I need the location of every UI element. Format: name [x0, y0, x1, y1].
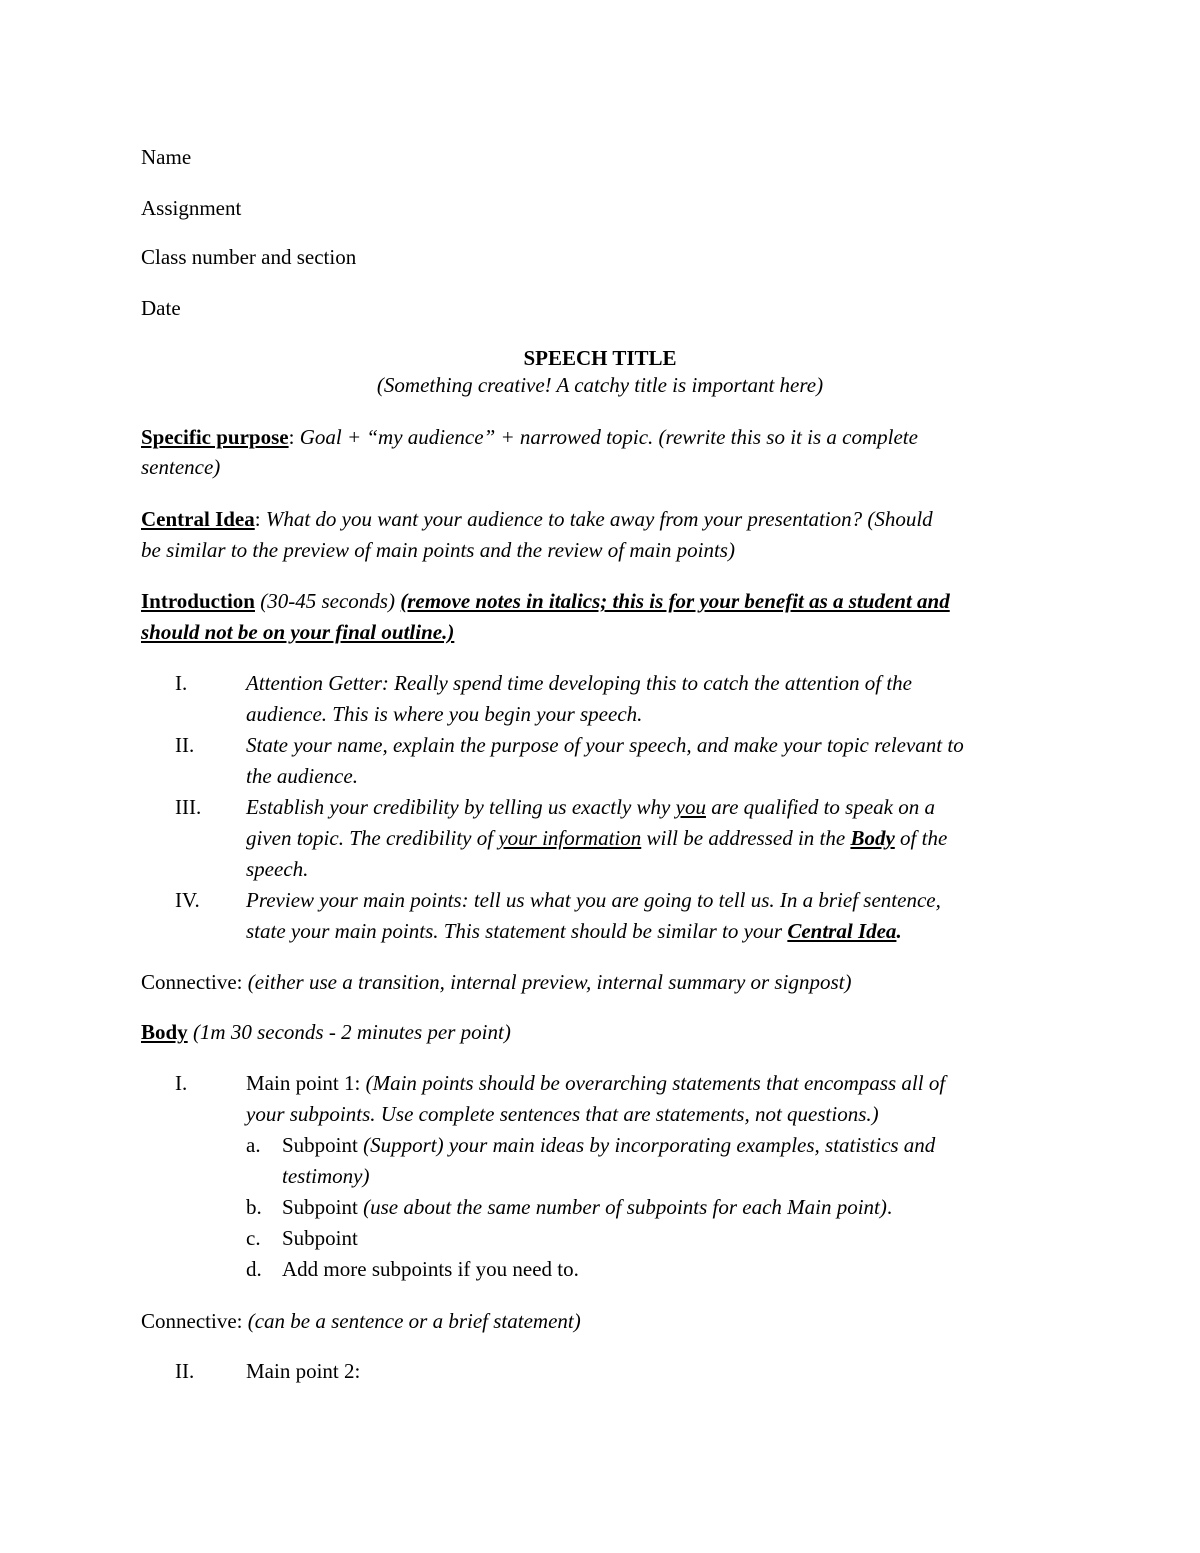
body-heading [141, 1022, 511, 1043]
subpoint-d-letter: d. [246, 1257, 262, 1281]
central-idea-text: What do you want your audience to take away from your presentation? (Should [260, 507, 933, 531]
central-idea-line1 [141, 509, 933, 530]
main-point-1-line1 [246, 1073, 945, 1094]
connective-1-label: Connective: [141, 970, 248, 994]
subpoint-a-line2: testimony) [282, 1164, 370, 1188]
body-timing: (1m 30 seconds - 2 minutes per point) [187, 1020, 511, 1044]
subpoint-b-line1 [282, 1197, 892, 1218]
main-point-1-line2: your subpoints. Use complete sentences that are statements, not questions.) [246, 1102, 879, 1126]
connective-1 [141, 972, 851, 993]
speech-subtitle: (Something creative! A catchy title is important here) [376, 373, 824, 397]
intro-item-3-line2 [246, 828, 947, 849]
subpoint-a-label: Subpoint [282, 1133, 364, 1157]
subpoint-c-label: Subpoint [282, 1226, 358, 1250]
intro-item-4-line2-c: . [896, 919, 902, 943]
connective-1-text: (either use a transition, internal preview, internal summary or signpost) [247, 970, 852, 994]
introduction-note-line2: should not be on your final outline.) [141, 620, 455, 644]
intro-item-4-line1: Preview your main points: tell us what you are going to tell us. In a brief sentence, [246, 888, 941, 912]
header-date: Date [141, 296, 181, 320]
speech-title: SPEECH TITLE [523, 346, 677, 370]
specific-purpose-line2: sentence) [141, 455, 221, 479]
intro-item-3-line3: speech. [246, 857, 309, 881]
main-point-1-number: I. [175, 1071, 188, 1095]
specific-purpose-line1 [141, 427, 918, 448]
intro-item-4-line2 [246, 921, 902, 942]
central-idea-label: Central Idea [141, 507, 255, 531]
intro-item-4-central-idea-ref: Central Idea [787, 919, 897, 943]
introduction-timing: (30-45 seconds) [254, 589, 401, 613]
intro-item-2-line1: State your name, explain the purpose of your speech, and make your topic relevant to [246, 733, 964, 757]
subpoint-b-tail: . [886, 1195, 893, 1219]
connective-2-label: Connective: [141, 1309, 248, 1333]
intro-item-1-line1: Attention Getter: Really spend time developing this to catch the attention of the [246, 671, 913, 695]
header-assignment: Assignment [141, 196, 242, 220]
intro-item-1-line2: audience. This is where you begin your speech. [246, 702, 643, 726]
subpoint-b-label: Subpoint [282, 1195, 364, 1219]
main-point-1-text: (Main points should be overarching statements that encompass all of [365, 1071, 946, 1095]
subpoint-b-letter: b. [246, 1195, 262, 1219]
intro-item-3-line1 [246, 797, 935, 818]
specific-purpose-text: Goal + “my audience” + narrowed topic. (rewrite this so it is a complete [294, 425, 918, 449]
subpoint-a-text: (Support) your main ideas by incorporating examples, statistics and [363, 1133, 936, 1157]
specific-purpose-label: Specific purpose [141, 425, 289, 449]
introduction-heading [141, 591, 950, 612]
intro-item-1-number: I. [175, 671, 188, 695]
introduction-note: (remove notes in italics; this is for your benefit as a student and [400, 589, 950, 613]
main-point-1-label: Main point 1: [246, 1071, 366, 1095]
subpoint-b-text: (use about the same number of subpoints for each Main point) [363, 1195, 887, 1219]
intro-item-3-line2-a: given topic. The credibility of [246, 826, 499, 850]
intro-item-3-number: III. [175, 795, 202, 819]
connective-2 [141, 1311, 581, 1332]
main-point-2-number: II. [175, 1359, 195, 1383]
intro-item-2-number: II. [175, 733, 195, 757]
intro-item-2-line2: the audience. [246, 764, 358, 788]
intro-item-3-body-ref: Body [850, 826, 895, 850]
subpoint-c-letter: c. [246, 1226, 261, 1250]
intro-item-3-emphasis-info: your information [498, 826, 642, 850]
header-class: Class number and section [141, 245, 357, 269]
subpoint-d-label: Add more subpoints if you need to. [282, 1257, 579, 1281]
specific-purpose-colon: : [288, 425, 295, 449]
connective-2-text: (can be a sentence or a brief statement) [247, 1309, 581, 1333]
intro-item-4-number: IV. [175, 888, 200, 912]
introduction-label: Introduction [141, 589, 255, 613]
header-name: Name [141, 145, 192, 169]
body-label: Body [141, 1020, 188, 1044]
intro-item-3-emphasis-you: you [675, 795, 706, 819]
central-idea-line2: be similar to the preview of main points and the review of main points) [141, 538, 735, 562]
main-point-2-label: Main point 2: [246, 1359, 361, 1383]
intro-item-3-text-b: are qualified to speak on a [705, 795, 935, 819]
central-idea-colon: : [254, 507, 261, 531]
intro-item-4-line2-a: state your main points. This statement should be similar to your [246, 919, 788, 943]
subpoint-a-letter: a. [246, 1133, 261, 1157]
intro-item-3-line2-b: will be addressed in the [641, 826, 851, 850]
subpoint-a-line1 [282, 1135, 935, 1156]
intro-item-3-line2-c: of the [894, 826, 948, 850]
intro-item-3-text-a: Establish your credibility by telling us exactly why [246, 795, 676, 819]
